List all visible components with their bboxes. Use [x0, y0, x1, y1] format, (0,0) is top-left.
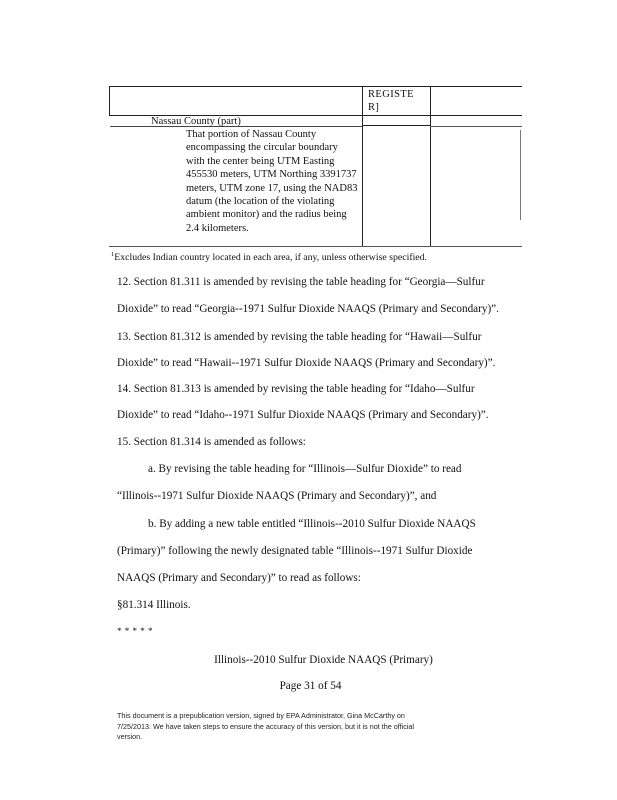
ellipsis-stars: * * * * *: [117, 626, 153, 636]
footnote-text: Excludes Indian country located in each area, if any, unless otherwise specified.: [114, 252, 427, 263]
table-header-registered: REGISTE R]: [368, 89, 414, 113]
table-left-border: [109, 86, 110, 116]
disclaimer-line-1: This document is a prepublication version, signed by EPA Administrator, Gina McCarthy on: [117, 711, 405, 720]
disclaimer-line-3: version.: [117, 732, 143, 741]
table-col-divider-2: [430, 86, 431, 246]
paragraph-12-line-1: 12. Section 81.311 is amended by revising the table heading for “Georgia—Sulfur: [117, 276, 485, 288]
paragraph-13-line-2: Dioxide” to read “Hawaii--1971 Sulfur Dioxide NAAQS (Primary and Secondary)”.: [117, 357, 496, 369]
paragraph-15b-line-3: NAAQS (Primary and Secondary)” to read as follows:: [117, 572, 361, 584]
disclaimer-line-2: 7/25/2013. We have taken steps to ensure the accuracy of this version, but it is not the official: [117, 721, 414, 731]
paragraph-15b-line-2: (Primary)” following the newly designated table “Illinois--1971 Sulfur Dioxide: [117, 545, 473, 557]
section-heading: §81.314 Illinois.: [117, 599, 191, 611]
table-row-divider-2: [430, 126, 522, 127]
footnote: [111, 251, 427, 263]
paragraph-14-line-2: Dioxide” to read “Idaho--1971 Sulfur Dioxide NAAQS (Primary and Secondary)”.: [117, 409, 489, 421]
disclaimer: [117, 711, 497, 743]
paragraph-15: 15. Section 81.314 is amended as follows:: [117, 436, 306, 448]
footnote-marker: 1: [111, 251, 115, 258]
table-right-edge-mark: [520, 130, 521, 220]
table-area-description: That portion of Nassau County encompassing the circular boundary with the center being UTM Easting 455530 meters, UTM Northing 3391737 meters, UTM zone 17, using the NAD83 datum (the location of the violating ambient monitor) and the radius being 2.4 kilometers.: [186, 129, 358, 234]
paragraph-14-line-1: 14. Section 81.313 is amended by revising the table heading for “Idaho—Sulfur: [117, 383, 475, 395]
table-title: Illinois--2010 Sulfur Dioxide NAAQS (Primary): [214, 654, 433, 666]
table-bottom-border: [109, 246, 522, 247]
paragraph-12-line-2: Dioxide” to read “Georgia--1971 Sulfur Dioxide NAAQS (Primary and Secondary)”.: [117, 303, 499, 315]
table-row-divider-1: [362, 125, 430, 126]
paragraph-15a-line-1: a. By revising the table heading for “Illinois—Sulfur Dioxide” to read: [148, 463, 462, 475]
paragraph-13-line-1: 13. Section 81.312 is amended by revising the table heading for “Hawaii—Sulfur: [117, 331, 482, 343]
page-number: Page 31 of 54: [279, 680, 342, 692]
table-col-divider-1: [362, 86, 363, 246]
paragraph-15a-line-2: “Illinois--1971 Sulfur Dioxide NAAQS (Primary and Secondary)”, and: [117, 490, 437, 502]
table-area-name: Nassau County (part): [151, 116, 241, 127]
paragraph-15b-line-1: b. By adding a new table entitled “Illinois--2010 Sulfur Dioxide NAAQS: [148, 518, 476, 530]
table-top-border: [109, 86, 522, 87]
